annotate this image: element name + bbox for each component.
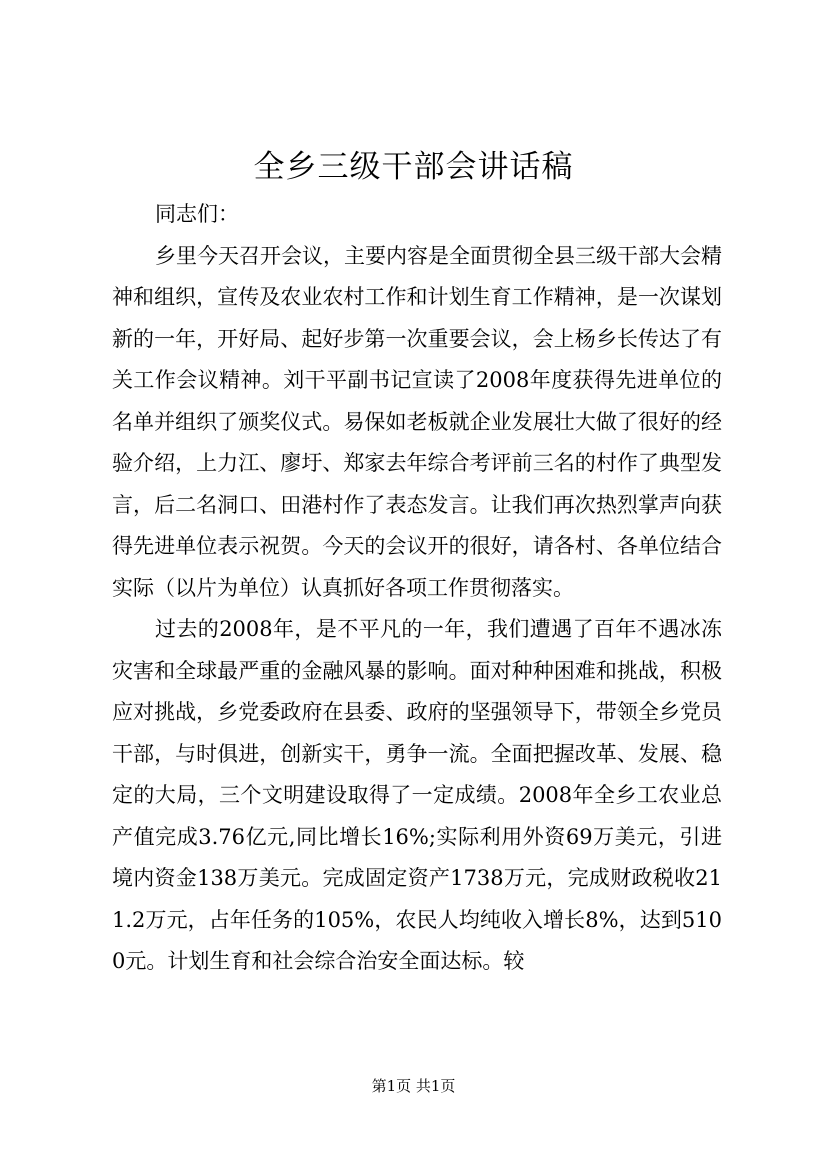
page-footer: 第1页 共1页 bbox=[371, 1077, 456, 1095]
salutation: 同志们： bbox=[155, 202, 239, 226]
paragraph-1: 乡里今天召开会议，主要内容是全面贯彻全县三级干部大会精神和组织，宣传及农业农村工作和计划生育工作精神，是一次谋划新的一年，开好局、起好步第一次重要会议，会上杨乡长传达了有关工作会议精神。刘干平副书记宣读了2008年度获得先进单位的名单并组织了颁奖仪式。易保如老板就企业发展壮大做了很好的经验介绍，上力江、廖圩、郑家去年综合考评前三名的村作了典型发言，后二名洞口、田港村作了表态发言。让我们再次热烈掌声向获得先进单位表示祝贺。今天的会议开的很好，请各村、各单位结合实际（以片为单位）认真抓好各项工作贯彻落实。 bbox=[112, 243, 722, 600]
document-title: 全乡三级干部会讲话稿 bbox=[253, 149, 574, 185]
document-body bbox=[112, 194, 722, 983]
paragraph-2: 过去的2008年，是不平凡的一年，我们遭遇了百年不遇冰冻灾害和全球最严重的金融风暴的影响。面对种种困难和挑战，积极应对挑战，乡党委政府在县委、政府的坚强领导下，带领全乡党员干部，与时俱进，创新实干，勇争一流。全面把握改革、发展、稳定的大局，三个文明建设取得了一定成绩。2008年全乡工农业总产值完成3.76亿元,同比增长16%;实际利用外资69万美元，引进境内资金138万美元。完成固定资产1738万元，完成财政税收211.2万元，占年任务的105%，农民人均纯收入增长8%，达到5100元。计划生育和社会综合治安全面达标。较 bbox=[112, 617, 722, 973]
